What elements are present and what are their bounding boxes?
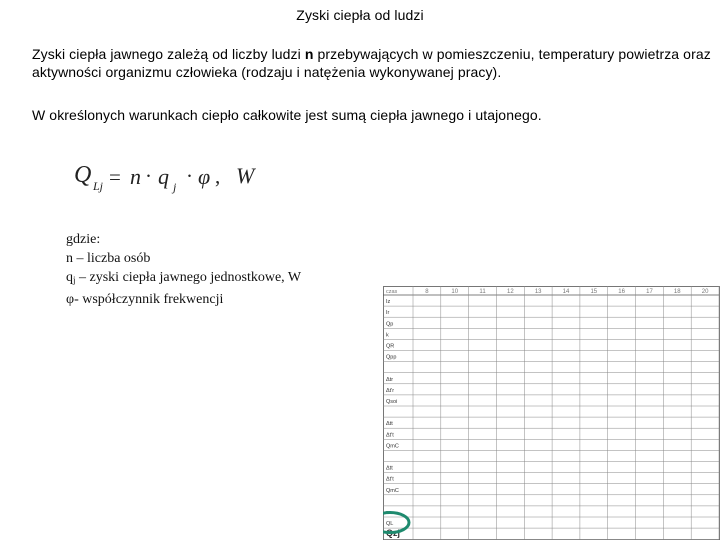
legend-q-symbol: q xyxy=(66,270,73,285)
paragraph-text-start: Zyski ciepła jawnego zależą od liczby ludzi xyxy=(32,46,305,62)
hour-label: 8 xyxy=(425,289,429,295)
hour-label: 20 xyxy=(701,289,709,295)
page-title: Zyski ciepła od ludzi xyxy=(296,7,424,23)
hour-label: 14 xyxy=(562,289,570,295)
hour-label: 12 xyxy=(507,289,514,295)
row-label: Qpp xyxy=(386,354,397,361)
total-heat-paragraph: W określonych warunkach ciepło całkowite jest sumą ciepła jawnego i utajonego. xyxy=(32,107,542,123)
row-label: Δtt xyxy=(386,465,393,472)
variable-n: n xyxy=(304,46,314,62)
formula-unit: W xyxy=(236,163,255,188)
formula-Q-subscript: Lj xyxy=(93,179,104,193)
row-label: Qsoi xyxy=(386,399,398,405)
row-label: Δt't xyxy=(386,476,394,483)
row-label: Δtt xyxy=(386,421,393,428)
formula-n: n xyxy=(130,164,141,189)
formula-equals: = xyxy=(109,165,121,189)
formula-phi: φ xyxy=(198,164,211,189)
row-label: QmC xyxy=(386,443,399,450)
formula-dot: · xyxy=(145,164,152,188)
row-label: QmC xyxy=(386,487,399,494)
legend-phi: φ- współczynnik frekwencji xyxy=(66,292,224,307)
row-label: Δtr xyxy=(386,376,394,383)
hour-label: 17 xyxy=(646,289,653,295)
hour-label: 13 xyxy=(534,289,542,295)
row-label: Qp xyxy=(386,321,394,328)
hour-label: 16 xyxy=(618,289,625,295)
calculation-grid xyxy=(383,286,720,540)
hour-label: 11 xyxy=(479,289,486,295)
row-label: Qzj xyxy=(386,528,401,539)
paragraph-text-end: przebywających w pomieszczeniu, temperatury powietrza oraz aktywności organizmu człowieka (rodzaju i natężenia wykonywanej pracy). xyxy=(32,46,711,80)
grid-border xyxy=(384,287,720,540)
formula-dot: · xyxy=(186,164,193,188)
row-label: QR xyxy=(386,343,395,350)
hour-label: 10 xyxy=(451,289,459,295)
row-label: Ir xyxy=(386,310,390,317)
hour-label: 15 xyxy=(590,289,598,295)
calculation-table xyxy=(383,286,720,540)
heat-gain-formula xyxy=(74,160,294,200)
row-label: k xyxy=(386,332,389,339)
row-label: QL xyxy=(386,521,394,528)
hour-label: 18 xyxy=(673,289,681,295)
formula-Q: Q xyxy=(74,162,92,188)
legend-n: n – liczba osób xyxy=(66,251,151,266)
formula-comma: , xyxy=(215,164,221,188)
row-label: Δt't xyxy=(386,432,394,439)
legend-q-subscript: j xyxy=(73,275,76,285)
header-label: czas xyxy=(386,289,398,295)
legend-q xyxy=(66,268,366,290)
legend-q-description: – zyski ciepła jawnego jednostkowe, W xyxy=(75,270,302,285)
row-label: Δt'r xyxy=(386,387,395,394)
formula-q-subscript: j xyxy=(173,180,177,194)
row-label: Iz xyxy=(386,299,391,306)
formula-q: q xyxy=(158,164,169,189)
description-paragraph xyxy=(32,45,712,81)
formula-legend xyxy=(66,230,366,309)
legend-heading: gdzie: xyxy=(66,232,101,247)
row-label: n xyxy=(386,510,390,516)
